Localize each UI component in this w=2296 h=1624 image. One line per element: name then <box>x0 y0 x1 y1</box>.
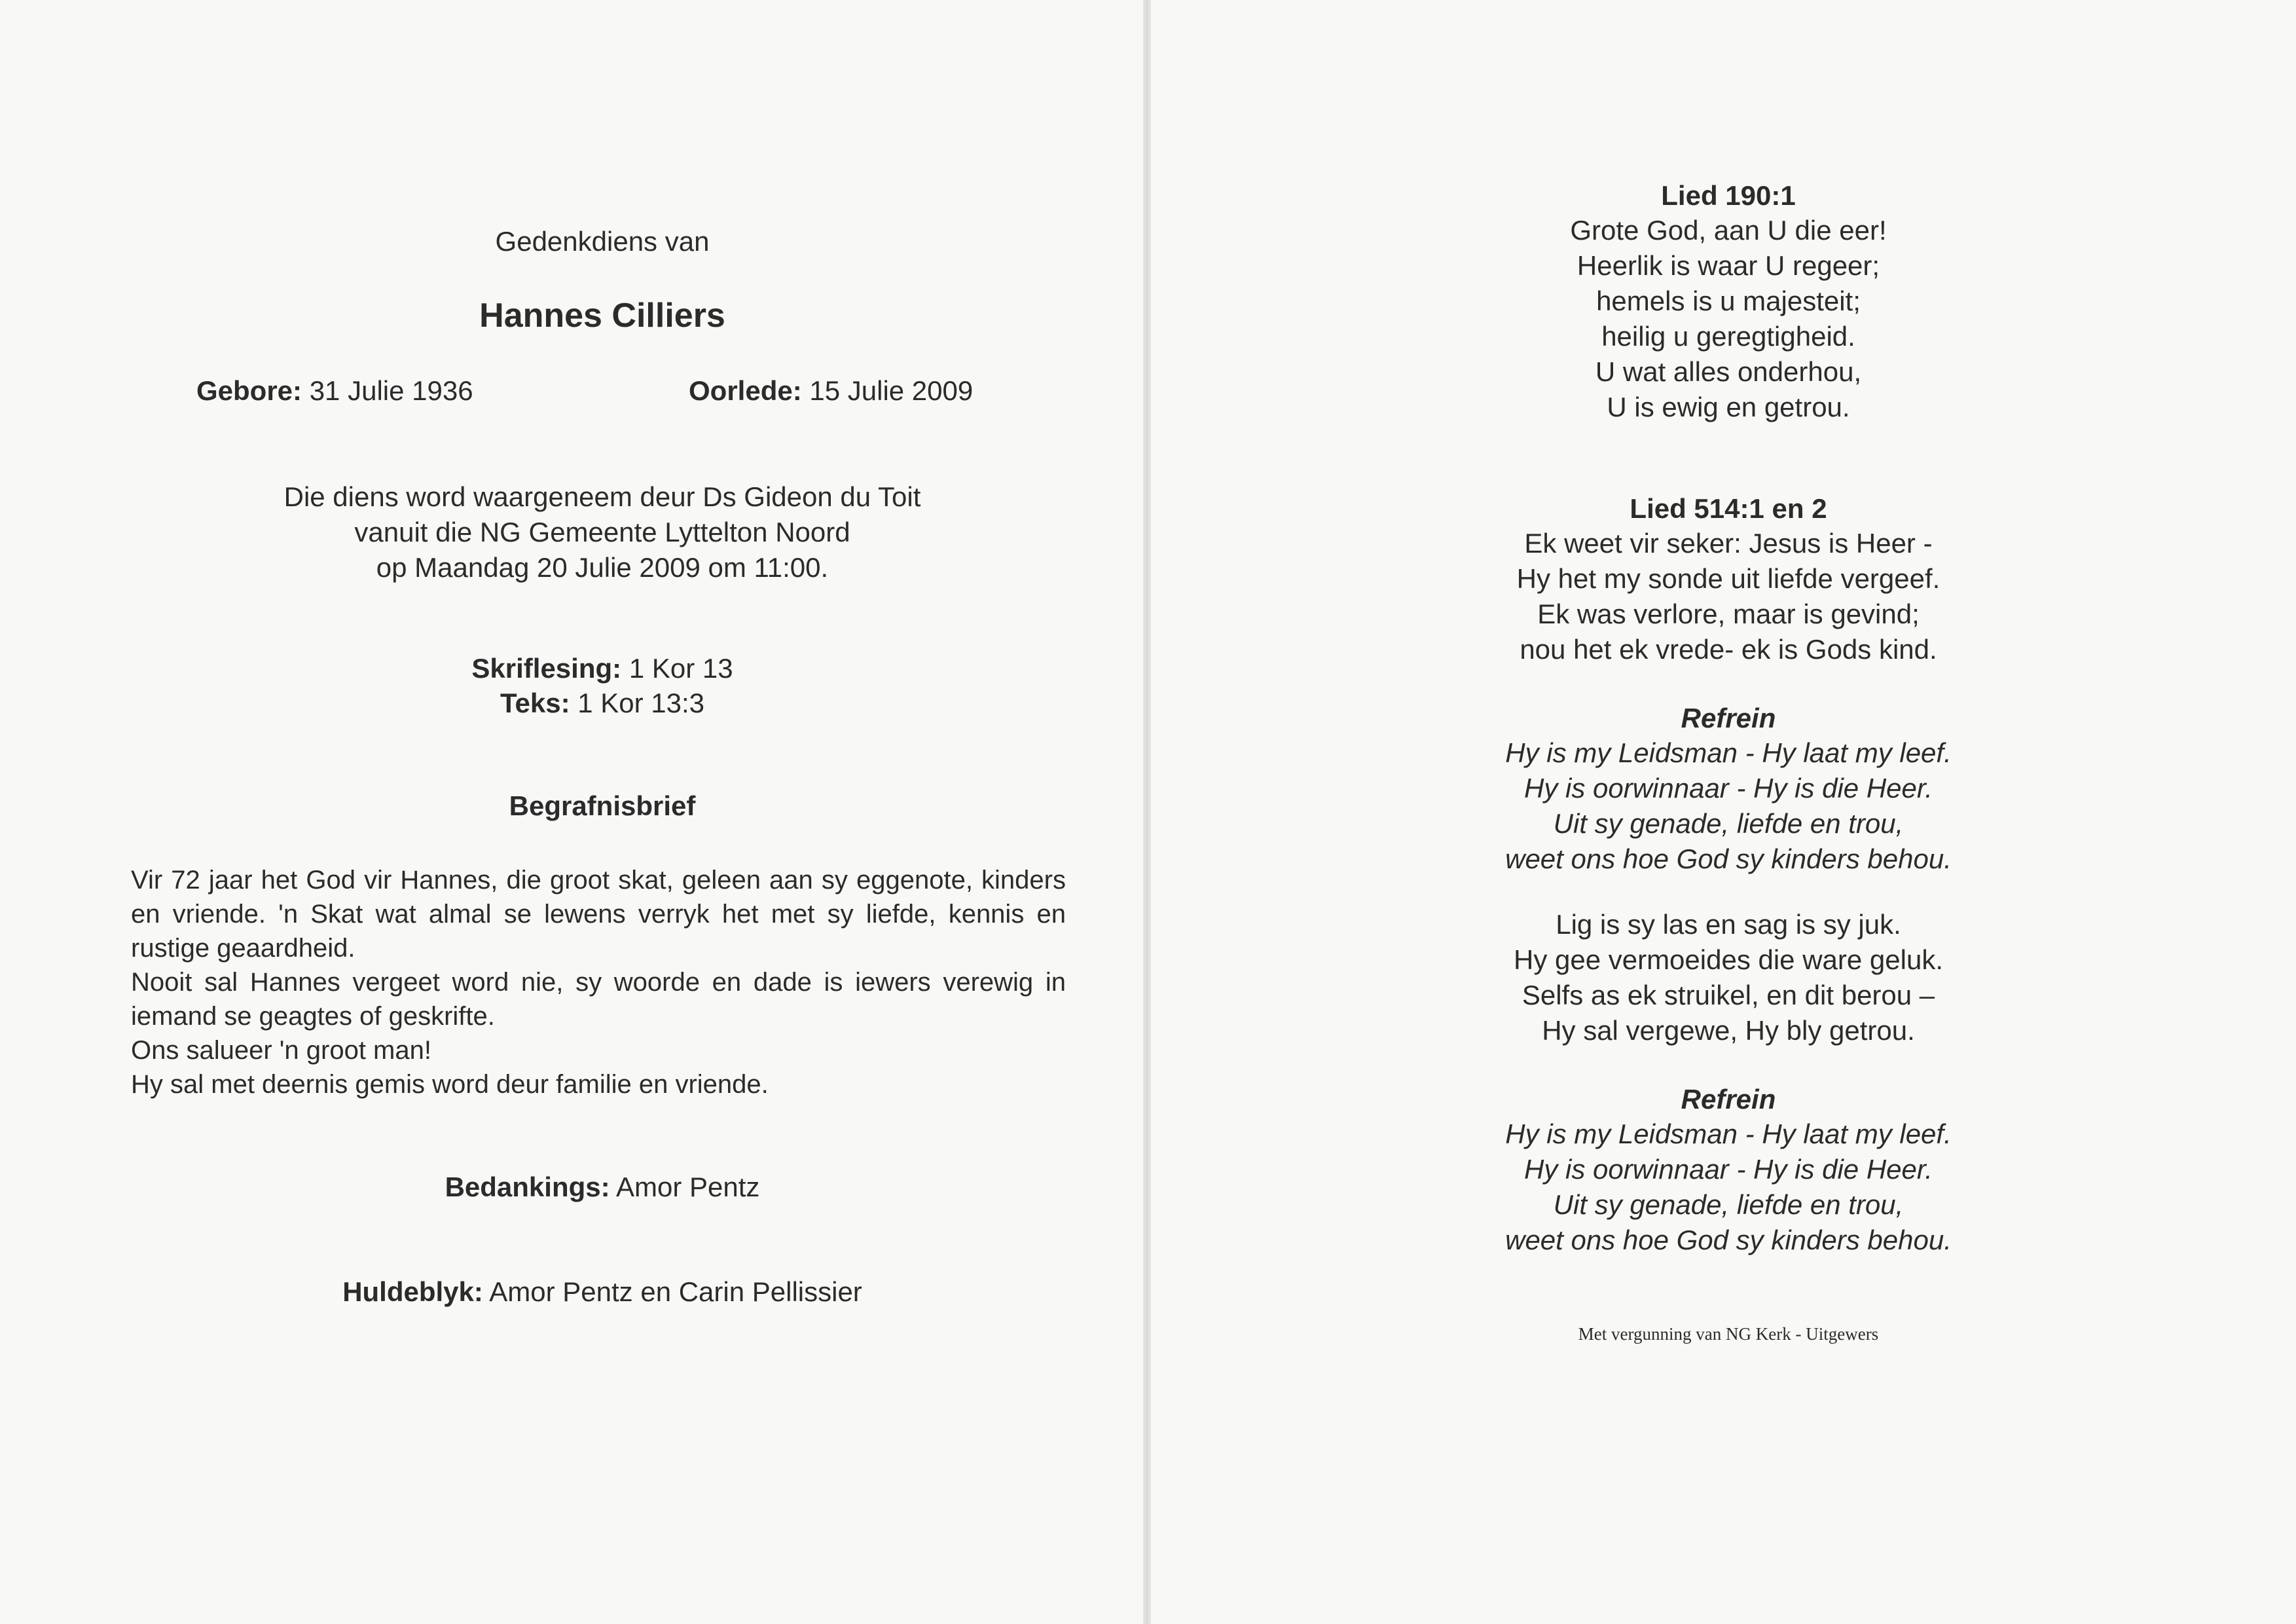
refrain-line: Uit sy genade, liefde en trou, <box>1553 808 1904 839</box>
service-line: vanuit die NG Gemeente Lyttelton Noord <box>354 517 850 547</box>
brief-line: Hy sal met deernis gemis word deur familie en vriende. <box>131 1070 769 1099</box>
born-date: 31 Julie 1936 <box>309 375 473 406</box>
refrain-line: weet ons hoe God sy kinders behou. <box>1505 843 1952 874</box>
hymn-line: Ek was verlore, maar is gevind; <box>1537 599 1920 629</box>
service-details <box>210 479 995 585</box>
brief-body <box>131 863 1066 1101</box>
hymn-line: Heerlik is waar U regeer; <box>1576 250 1880 281</box>
reading-label: Skriflesing: <box>471 653 622 684</box>
refrain-title: Refrein <box>1681 1084 1776 1115</box>
refrain-block <box>1401 735 2056 877</box>
page-fold <box>1143 0 1151 1624</box>
text-label: Teks: <box>500 688 570 718</box>
text-value: 1 Kor 13:3 <box>577 688 705 718</box>
thanks-value: Amor Pentz <box>615 1172 760 1202</box>
thanks-line <box>275 1170 930 1205</box>
died-label: Oorlede: <box>689 375 802 406</box>
brief-paragraph: Nooit sal Hannes vergeet word nie, sy woorde en dade is iewers verewig in iemand se geagtes of geskrifte. <box>131 968 1066 1031</box>
refrain-line: Uit sy genade, liefde en trou, <box>1553 1189 1904 1220</box>
hymn-line: Hy sal vergewe, Hy bly getrou. <box>1542 1015 1915 1046</box>
refrain-line: Hy is my Leidsman - Hy laat my leef. <box>1505 737 1952 768</box>
born-line <box>196 373 563 409</box>
hymn-line: Lig is sy las en sag is sy juk. <box>1556 909 1901 940</box>
sermon-text <box>340 686 864 721</box>
died-date: 15 Julie 2009 <box>809 375 974 406</box>
refrain-line: Hy is my Leidsman - Hy laat my leef. <box>1505 1118 1952 1149</box>
hymn-line: Ek weet vir seker: Jesus is Heer - <box>1524 528 1933 559</box>
permission-note: Met vergunning van NG Kerk - Uitgewers <box>1578 1324 1879 1344</box>
hymn2-title: Lied 514:1 en 2 <box>1630 493 1827 524</box>
died-line <box>689 373 1082 409</box>
service-line: Die diens word waargeneem deur Ds Gideon du Toit <box>283 481 921 512</box>
memorial-heading: Gedenkdiens van <box>495 226 710 257</box>
deceased-name: Hannes Cilliers <box>479 297 725 335</box>
hymn-line: U is ewig en getrou. <box>1607 392 1850 422</box>
hymn-line: heilig u geregtigheid. <box>1601 321 1855 352</box>
hymn2-verse1 <box>1401 526 2056 667</box>
hymn-line: hemels is u majesteit; <box>1596 286 1861 316</box>
born-label: Gebore: <box>196 375 302 406</box>
brief-paragraph: Vir 72 jaar het God vir Hannes, die groot skat, geleen aan sy eggenote, kinders en vriende. 'n Skat wat almal se lewens verryk het met sy liefde, kennis en rustige geaardheid. <box>131 866 1066 963</box>
hymn-line: nou het ek vrede- ek is Gods kind. <box>1520 634 1937 665</box>
brief-line: Ons salueer 'n groot man! <box>131 1036 431 1065</box>
refrain-line: Hy is oorwinnaar - Hy is die Heer. <box>1524 1154 1933 1185</box>
refrain-line: weet ons hoe God sy kinders behou. <box>1505 1225 1952 1255</box>
hymn2-verse2 <box>1401 907 2056 1048</box>
tribute-line <box>210 1274 995 1310</box>
thanks-label: Bedankings: <box>445 1172 610 1202</box>
hymn1-title: Lied 190:1 <box>1661 180 1796 211</box>
hymn-line: U wat alles onderhou, <box>1595 356 1862 387</box>
hymn-line: Grote God, aan U die eer! <box>1570 215 1887 246</box>
scripture-reading <box>340 651 864 686</box>
brief-title: Begrafnisbrief <box>509 790 696 821</box>
hymn-line: Hy het my sonde uit liefde vergeef. <box>1516 563 1941 594</box>
refrain-line: Hy is oorwinnaar - Hy is die Heer. <box>1524 773 1933 803</box>
refrain-block <box>1401 1116 2056 1258</box>
hymn-line: Hy gee vermoeides die ware geluk. <box>1513 944 1943 975</box>
service-line: op Maandag 20 Julie 2009 om 11:00. <box>376 552 829 583</box>
tribute-label: Huldeblyk: <box>342 1276 483 1307</box>
hymn-line: Selfs as ek struikel, en dit berou – <box>1522 980 1935 1010</box>
reading-value: 1 Kor 13 <box>629 653 733 684</box>
tribute-value: Amor Pentz en Carin Pellissier <box>489 1276 862 1307</box>
hymn1-verse <box>1401 213 2056 425</box>
refrain-title: Refrein <box>1681 703 1776 733</box>
